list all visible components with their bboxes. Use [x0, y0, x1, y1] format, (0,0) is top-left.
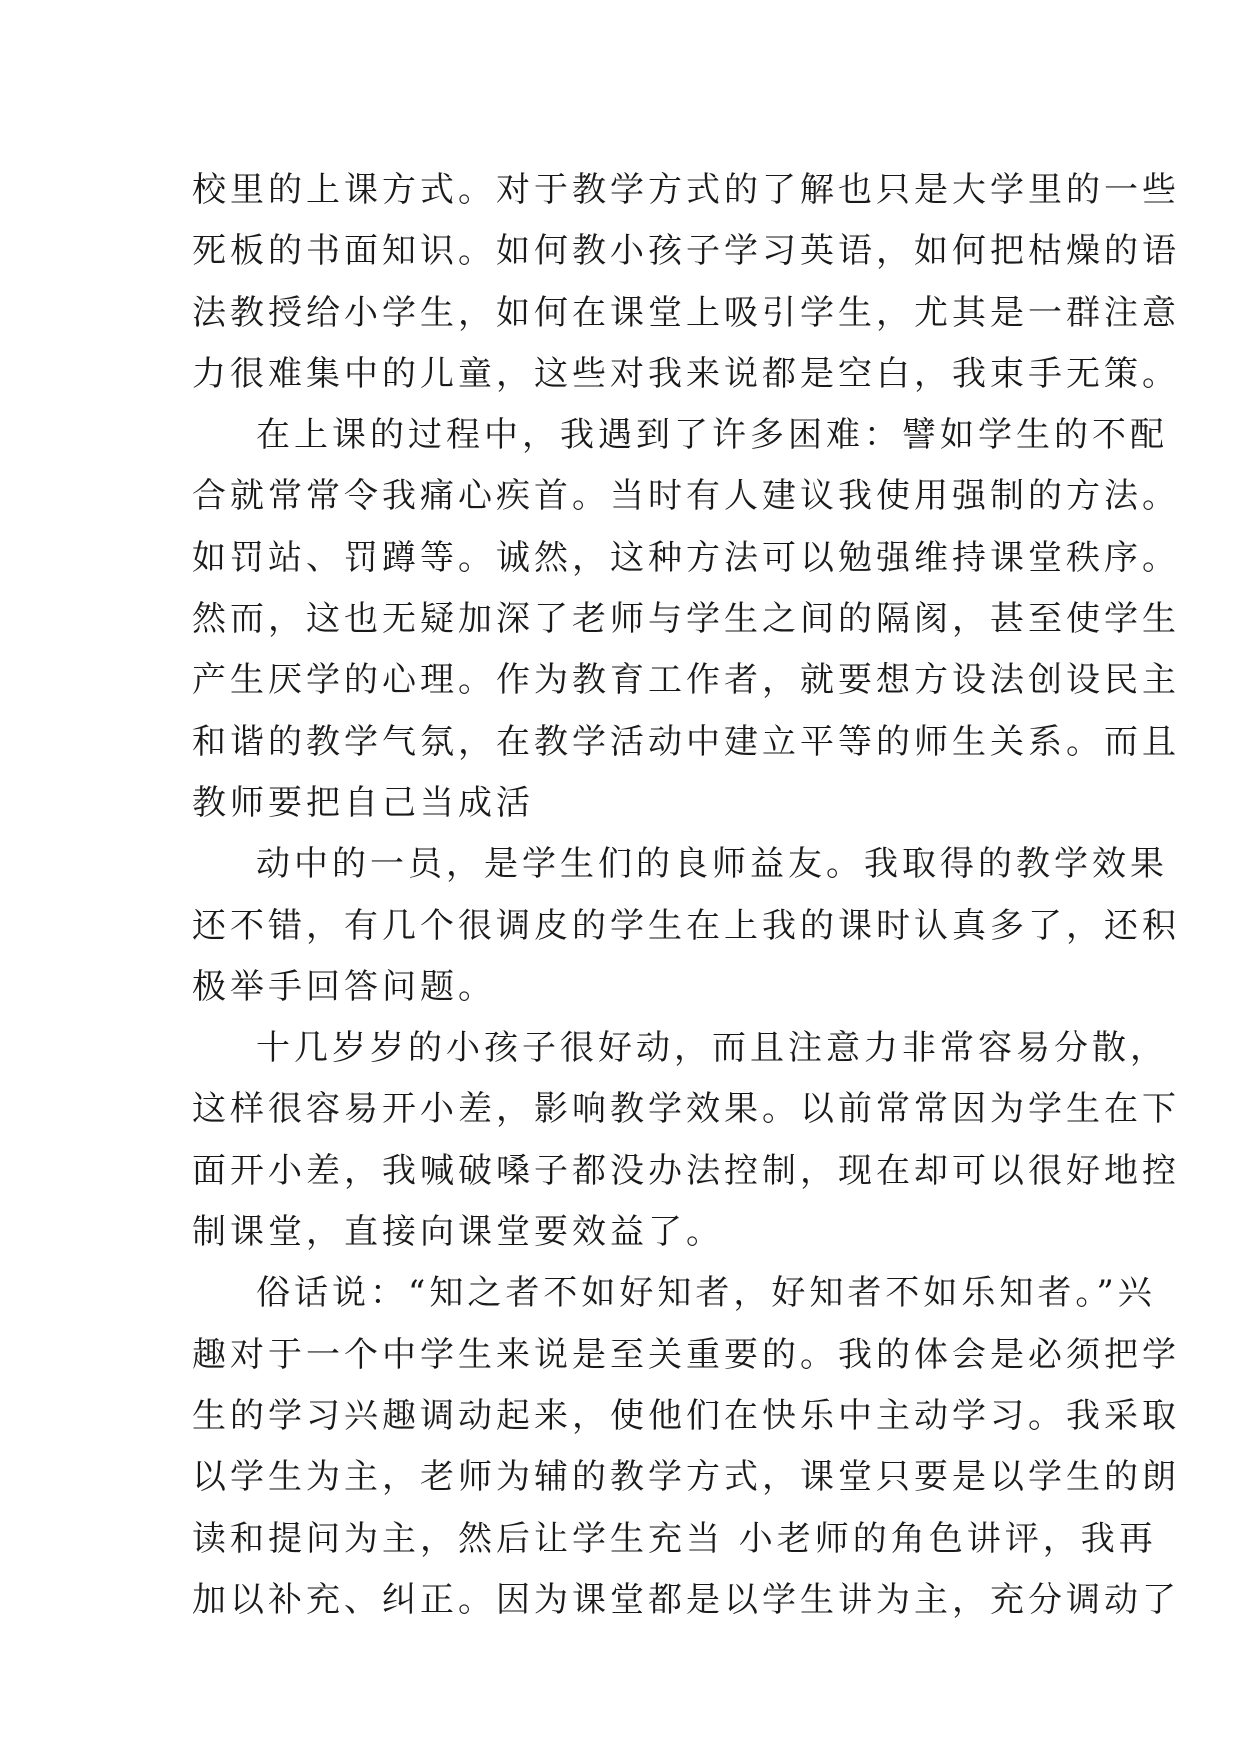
text-line: 极举手回答问题。	[192, 966, 496, 1007]
text-line: 教师要把自己当成活	[192, 782, 534, 823]
text-line: 在上课的过程中，我遇到了许多困难：譬如学生的不配	[256, 415, 1168, 456]
text-line: 力很难集中的儿童，这些对我来说都是空白，我束手无策。	[192, 353, 1180, 394]
text-line: 俗话说：“知之者不如好知者，好知者不如乐知者。”兴	[256, 1273, 1156, 1314]
text-line: 读和提问为主，然后让学生充当 小老师的角色讲评，我再	[192, 1518, 1157, 1559]
text-line: 动中的一员，是学生们的良师益友。我取得的教学效果	[256, 844, 1168, 885]
text-line: 和谐的教学气氛，在教学活动中建立平等的师生关系。而且	[192, 721, 1180, 762]
text-line: 以学生为主，老师为辅的教学方式，课堂只要是以学生的朗	[192, 1457, 1180, 1498]
text-line: 十几岁岁的小孩子很好动，而且注意力非常容易分散，	[256, 1028, 1168, 1069]
text-line: 面开小差，我喊破嗓子都没办法控制，现在却可以很好地控	[192, 1150, 1180, 1191]
text-line: 趣对于一个中学生来说是至关重要的。我的体会是必须把学	[192, 1334, 1180, 1375]
text-line: 然而，这也无疑加深了老师与学生之间的隔阂，甚至使学生	[192, 599, 1180, 640]
text-line: 产生厌学的心理。作为教育工作者，就要想方设法创设民主	[192, 660, 1180, 701]
text-line: 这样很容易开小差，影响教学效果。以前常常因为学生在下	[192, 1089, 1180, 1130]
text-line: 死板的书面知识。如何教小孩子学习英语，如何把枯燥的语	[192, 231, 1180, 272]
text-line: 还不错，有几个很调皮的学生在上我的课时认真多了，还积	[192, 905, 1180, 946]
text-line: 制课堂，直接向课堂要效益了。	[192, 1212, 724, 1253]
text-line: 生的学习兴趣调动起来，使他们在快乐中主动学习。我采取	[192, 1395, 1180, 1436]
text-line: 如罚站、罚蹲等。诚然，这种方法可以勉强维持课堂秩序。	[192, 537, 1180, 578]
text-line: 加以补充、纠正。因为课堂都是以学生讲为主，充分调动了	[192, 1579, 1180, 1620]
body-text	[192, 160, 1180, 1631]
text-line: 法教授给小学生，如何在课堂上吸引学生，尤其是一群注意	[192, 292, 1180, 333]
text-line: 校里的上课方式。对于教学方式的了解也只是大学里的一些	[192, 170, 1180, 210]
text-line: 合就常常令我痛心疾首。当时有人建议我使用强制的方法。	[192, 476, 1180, 517]
